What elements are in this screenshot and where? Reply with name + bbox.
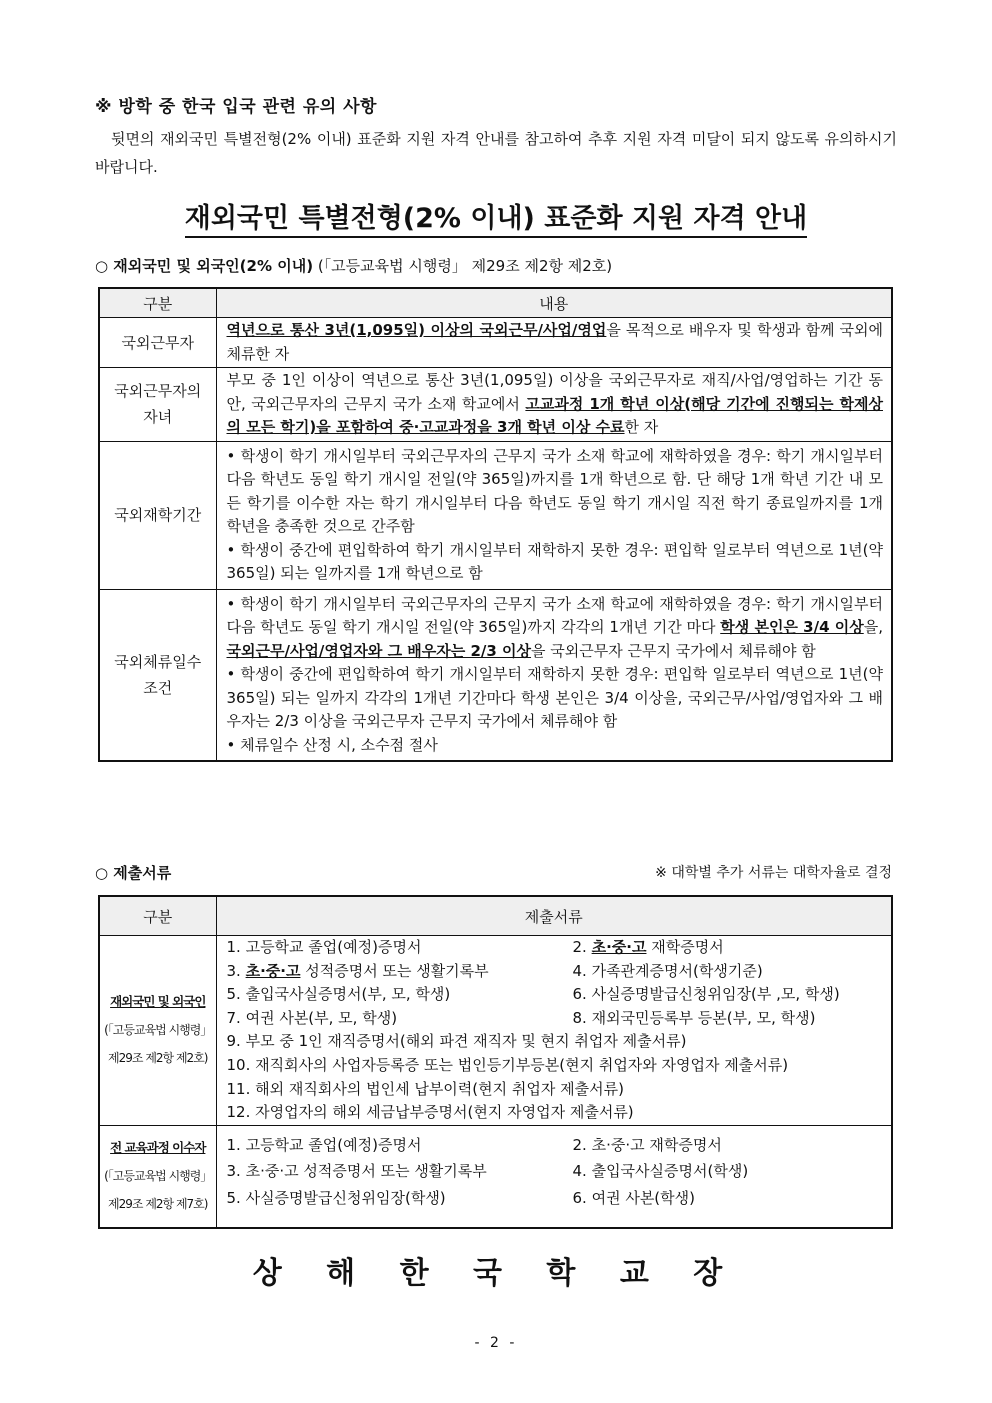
col-header-category: 구분 bbox=[99, 896, 216, 936]
notice-title: ※ 방학 중 한국 입국 관련 유의 사항 bbox=[95, 97, 377, 117]
group-clause: 제29조 제2항 제2호) bbox=[108, 1051, 208, 1066]
row-category: 국외근무자 bbox=[99, 318, 216, 368]
document-text: 성적증명서 또는 생활기록부 bbox=[300, 961, 489, 980]
row-content bbox=[216, 368, 892, 442]
bullet-text: • 학생이 중간에 편입학하여 학기 개시일부터 재학하지 못한 경우: 편입학 일로부터 역년으로 1년(약 365일) 되는 일까지를 1개 학년으로 함 bbox=[226, 540, 883, 582]
group-title: 재외국민 및 외국인 bbox=[110, 994, 206, 1010]
list-item: 10. 재직회사의 사업자등록증 또는 법인등기부등본(현지 취업자와 자영업자 제출서류) bbox=[226, 1055, 789, 1074]
list-item bbox=[227, 1007, 884, 1031]
document-item: 8. 재외국민등록부 등본(부, 모, 학생) bbox=[572, 1008, 816, 1027]
emphasis-text: 초·중·고 bbox=[591, 938, 647, 956]
emphasis-text: 초·중·고 bbox=[245, 961, 301, 980]
notice-body: 뒷면의 재외국민 특별전형(2% 이내) 표준화 지원 자격 안내를 참고하여 추후 지원 자격 미달이 되지 않도록 유의하시기 바랍니다. bbox=[95, 130, 897, 176]
document-item: 4. 출입국사실증명서(학생) bbox=[572, 1162, 749, 1181]
group-title: 전 교육과정 이수자 bbox=[110, 1140, 206, 1156]
list-item: 11. 해외 재직회사의 법인세 납부이력(현지 취업자 제출서류) bbox=[226, 1079, 624, 1098]
row-content bbox=[216, 441, 892, 589]
row-category: 국외근무자의 자녀 bbox=[99, 368, 216, 442]
emphasis-text: 고교과정 1개 학년 이상(해당 기간에 진행되는 학제상의 모든 학기)을 포함하여 중·고교과정을 3개 학년 이상 수료 bbox=[226, 394, 883, 436]
main-title-text: 재외국민 특별전형(2% 이내) 표준화 지원 자격 안내 bbox=[185, 203, 807, 238]
content-text: 부모 중 1인 이상이 역년으로 통산 3년(1,095일) 이상을 국외근무자로 재직/사업/영업하는 기간 동안, 국외근무자의 근무지 국가 소재 학교에서 bbox=[226, 371, 883, 413]
document-item: 3. 초·중·고 성적증명서 또는 생활기록부 bbox=[226, 1162, 487, 1181]
eligibility-table bbox=[98, 287, 893, 762]
document-item bbox=[573, 936, 724, 960]
page-number: - 2 - bbox=[474, 1335, 518, 1351]
content-text: • 학생이 학기 개시일부터 국외근무자의 근무지 국가 소재 학교에 재학하였을 경우: 학기 개시일부터 다음 학년도 동일 학기 개시일 전일(약 365일)까지 각각의 1개년 기간 마다 bbox=[226, 594, 883, 636]
table-row bbox=[99, 318, 892, 368]
group-category bbox=[99, 936, 216, 1126]
list-item bbox=[227, 1158, 884, 1185]
document-item: 5. 출입국사실증명서(부, 모, 학생) bbox=[226, 985, 451, 1004]
list-item bbox=[227, 1132, 884, 1159]
row-category: 국외재학기간 bbox=[99, 441, 216, 589]
emphasis-text: 국외근무/사업/영업자와 그 배우자는 2/3 이상 bbox=[226, 641, 532, 660]
content-text: 한 자 bbox=[624, 418, 659, 436]
document-item: 6. 사실증명발급신청위임장(부 ,모, 학생) bbox=[572, 985, 840, 1004]
document-item: 5. 사실증명발급신청위임장(학생) bbox=[226, 1188, 446, 1207]
document-text: 재학증명서 bbox=[646, 938, 724, 956]
main-title bbox=[0, 196, 992, 235]
col-header-category: 구분 bbox=[99, 288, 216, 318]
row-content bbox=[216, 589, 892, 761]
table-row bbox=[99, 1125, 892, 1228]
content-text: 을 국외근무자 근무지 국가에서 체류해야 함 bbox=[531, 641, 816, 660]
group-law: (「고등교육법 시행령」 bbox=[104, 1169, 212, 1184]
section2-heading: ○ 제출서류 bbox=[95, 864, 172, 882]
col-header-documents: 제출서류 bbox=[216, 896, 892, 936]
list-item bbox=[227, 960, 884, 984]
documents-table bbox=[98, 895, 893, 1229]
document-item: 1. 고등학교 졸업(예정)증명서 bbox=[226, 1135, 422, 1154]
row-category: 국외체류일수 조건 bbox=[99, 589, 216, 761]
table-row bbox=[99, 936, 892, 1126]
document-item: 1. 고등학교 졸업(예정)증명서 bbox=[226, 938, 422, 956]
item-number: 3. bbox=[226, 961, 246, 980]
school-name: 상 해 한 국 학 교 장 bbox=[252, 1256, 740, 1291]
section1-heading bbox=[95, 255, 612, 276]
eligibility-header-row bbox=[99, 288, 892, 318]
bullet-text: • 학생이 학기 개시일부터 국외근무자의 근무지 국가 소재 학교에 재학하였을 경우: 학기 개시일부터 다음 학년도 동일 학기 개시일 전일(약 365일)까지를 1개 학년으로 함. 단 해당 1개 학년 기간 내 모든 학기를 이수한 자는 학기 개시일부터 다음 학년도 동일 학기 개시일 직전 학기 종료일까지를 1개 학년을 충족한 것으로 간주함 bbox=[226, 446, 883, 535]
bullet-text: • 체류일수 산정 시, 소수점 절사 bbox=[226, 735, 438, 754]
document-item: 6. 여권 사본(학생) bbox=[572, 1188, 695, 1207]
group-law: (「고등교육법 시행령」 bbox=[104, 1023, 212, 1038]
group-category bbox=[99, 1125, 216, 1228]
col-header-content: 내용 bbox=[216, 288, 892, 318]
document-item: 4. 가족관계증명서(학생기준) bbox=[572, 961, 763, 980]
document-item: 2. 초·중·고 재학증명서 bbox=[572, 1135, 722, 1154]
item-number: 2. bbox=[572, 938, 592, 956]
table-row bbox=[99, 368, 892, 442]
table-row bbox=[99, 441, 892, 589]
row-content bbox=[216, 318, 892, 368]
content-text: 을, bbox=[863, 618, 883, 636]
list-item: 9. 부모 중 1인 재직증명서(해외 파견 재직자 및 현지 취업자 제출서류) bbox=[226, 1032, 687, 1051]
document-list bbox=[216, 936, 892, 1126]
table-row bbox=[99, 589, 892, 761]
emphasis-text: 학생 본인은 3/4 이상 bbox=[720, 618, 864, 636]
list-item: 12. 자영업자의 해외 세금납부증명서(현지 자영업자 제출서류) bbox=[226, 1103, 634, 1122]
document-item: 7. 여권 사본(부, 모, 학생) bbox=[226, 1008, 398, 1027]
list-item bbox=[227, 983, 884, 1007]
emphasis-text: 역년으로 통산 3년(1,095일) 이상의 국외근무/사업/영업 bbox=[226, 321, 607, 339]
document-list bbox=[216, 1125, 892, 1228]
section1-heading-bold: ○ 재외국민 및 외국인(2% 이내) bbox=[95, 257, 314, 275]
documents-header-row bbox=[99, 896, 892, 936]
content-text: 을 목적으로 배우자 및 학생과 함께 국외에 체류한 자 bbox=[226, 321, 883, 363]
list-item bbox=[227, 936, 884, 960]
bullet-text: • 학생이 중간에 편입학하여 학기 개시일부터 재학하지 못한 경우: 편입학 일로부터 역년으로 1년(약365일) 되는 일까지 각각의 1개년 기간마다 학생 본인은 3/4 이상을, 국외근무/사업/영업자와 그 배우자는 2/3 이상을 국외근무자 근무지 국가에서 체류해야 함 bbox=[226, 665, 883, 730]
document-item bbox=[227, 962, 489, 980]
group-clause: 제29조 제2항 제7호) bbox=[108, 1197, 208, 1212]
section2-note: ※ 대학별 추가 서류는 대학자율로 결정 bbox=[655, 865, 892, 881]
section1-heading-law: (「고등교육법 시행령」 제29조 제2항 제2호) bbox=[313, 257, 613, 275]
bullet-text bbox=[227, 593, 884, 664]
list-item bbox=[227, 1185, 884, 1212]
